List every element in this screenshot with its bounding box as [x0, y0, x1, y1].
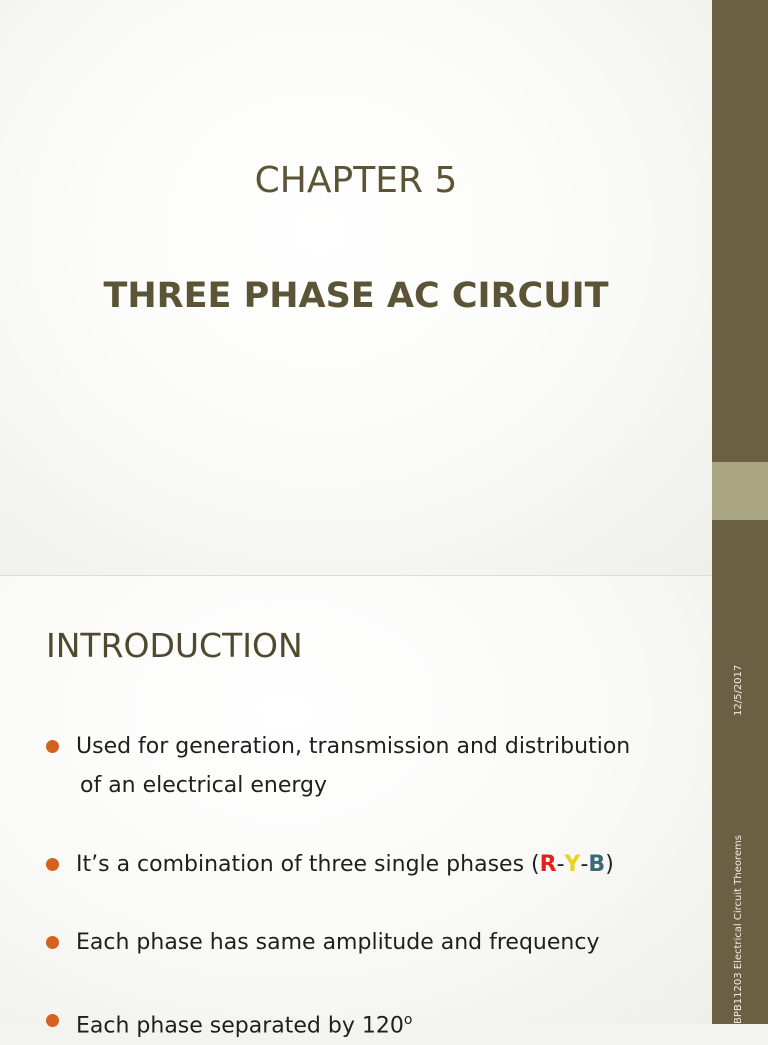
- sidebar-course-title: BPB11203 Electrical Circuit Theorems: [733, 835, 744, 1024]
- bullet-text-line1: Used for generation, transmission and distribution: [76, 734, 631, 759]
- slide-divider: [0, 575, 712, 576]
- slide-title-text: THREE PHASE AC CIRCUIT: [103, 276, 609, 316]
- bullet-dot-icon: [46, 1014, 59, 1027]
- bullet-item: [46, 727, 706, 805]
- bullet-item: [46, 845, 706, 884]
- section-heading: INTRODUCTION: [46, 626, 303, 665]
- sidebar-accent-block: [712, 462, 768, 520]
- degree-superscript: o: [403, 1012, 413, 1028]
- phase-b-label: B: [588, 852, 606, 877]
- bullet-text: Each phase has same amplitude and frequency: [76, 930, 600, 955]
- bullet-text-line2: of an electrical energy: [80, 773, 328, 798]
- bullet-dot-icon: [46, 858, 59, 871]
- phase-y-label: Y: [564, 852, 581, 877]
- bullet-item: [46, 923, 706, 962]
- bullet-dot-icon: [46, 936, 59, 949]
- bullet-dot-icon: [46, 740, 59, 753]
- bullet-text: It’s a combination of three single phases (: [76, 852, 540, 877]
- phase-dash: -: [556, 852, 565, 877]
- sidebar-date: 12/5/2017: [733, 664, 744, 716]
- bullet-item: [46, 1001, 706, 1045]
- bullet-text: Each phase separated by 120: [76, 1013, 404, 1039]
- phase-r-label: R: [539, 852, 557, 877]
- phase-dash: -: [580, 852, 589, 877]
- bullet-text-suffix: ): [605, 852, 614, 877]
- chapter-label: CHAPTER 5: [254, 160, 458, 201]
